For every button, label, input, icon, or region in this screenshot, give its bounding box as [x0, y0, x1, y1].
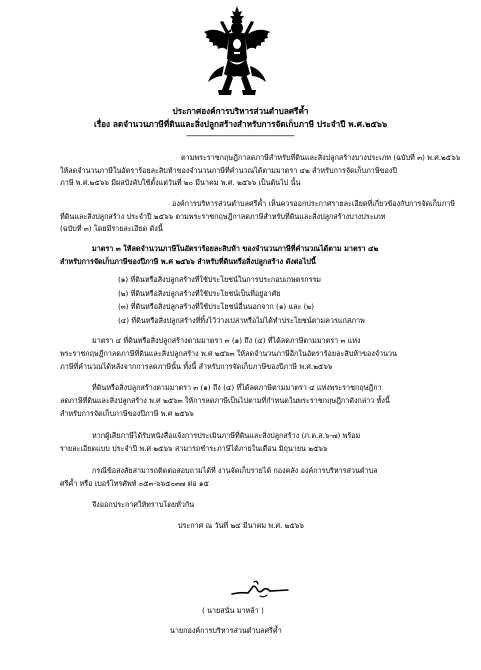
separator-line: --------------------------------------------------------- [186, 132, 294, 140]
list-item: (๓) ที่ดินหรือสิ่งปลูกสร้างที่ใช้ประโยชน์อื่นนอกจาก (๑) และ (๒) [118, 302, 314, 311]
paragraph-5-line-3: สำหรับการจัดเก็บภาษีของปีภาษี พ.ศ ๒๕๖๖ [60, 409, 194, 418]
announce-statement: จึงออกประกาศให้ทราบโดยทั่วกัน [92, 500, 195, 509]
section-3-heading-line-2: สำหรับการจัดเก็บภาษีของปีภาษี พ.ศ ๒๕๖๖ สำหรับที่ดินหรือสิ่งปลูกสร้าง ดังต่อไปนี้ [60, 257, 316, 266]
signatory-name: ( นายสนั่น มาหล้า ) [202, 606, 264, 615]
paragraph-1-line-2: ให้ลดจำนวนภาษีในอัตราร้อยละสิบห้าของจำนวนภาษีที่คำนวณได้ตามมาตรา ๔๒ สำหรับการจัดเก็บภาษีของปี [60, 166, 397, 175]
paragraph-4-line-1: มาตรา ๔ ที่ดินหรือสิ่งปลูกสร้างตามมาตรา ๓ (๑) ถึง (๔) ที่ได้ลดภาษีตามมาตรา ๓ แห่ง [92, 336, 361, 345]
announcement-subject: เรื่อง ลดจำนวนภาษีที่ดินและสิ่งปลูกสร้างสำหรับการจัดเก็บภาษี ประจำปี พ.ศ.๒๕๖๖ [93, 119, 388, 129]
list-item: (๒) ที่ดินหรือสิ่งปลูกสร้างที่ใช้ประโยชน์เป็นที่อยู่อาศัย [118, 289, 281, 298]
paragraph-1-line-3: ภาษี พ.ศ.๒๕๖๖ มีผลบังคับใช้ตั้งแต่วันที่ ๒๐ มีนาคม พ.ศ. ๒๕๖๖ เป็นต้นไป นั้น [60, 178, 301, 187]
signatory-position: นายกองค์การบริหารส่วนตำบลศรีค้ำ [170, 626, 282, 635]
signature-mark-icon [230, 578, 290, 604]
paragraph-6-line-1: หากผู้เสียภาษีได้รับหนังสือแจ้งการประเมินภาษีที่ดินและสิ่งปลูกสร้าง (ภ.ด.ส.๖-๗) พร้อม [92, 431, 361, 440]
paragraph-2-line-3: (ฉบับที่ ๓) โดยมีรายละเอียด ดังนี้ [60, 224, 163, 233]
paragraph-5-line-2: ลดภาษีที่ดินและสิ่งปลูกสร้าง พ.ศ ๒๕๖๓ ให้การลดภาษีเป็นไปตามที่กำหนดในพระราชกฤษฎีกาดังกล่าว ทั้งนี้ [60, 396, 390, 405]
list-item: (๔) ที่ดินหรือสิ่งปลูกสร้างที่ทิ้งไว้ว่างเปล่าหรือไม่ได้ทำประโยชน์ตามควรแก่สภาพ [118, 316, 365, 325]
paragraph-2-line-2: ที่ดินและสิ่งปลูกสร้าง ประจำปี ๒๕๖๖ ตามพระราชกฤษฎีกาลดภาษีสำหรับที่ดินและสิ่งปลูกสร้างบางประเภท [60, 212, 386, 221]
garuda-emblem-icon [198, 4, 276, 98]
section-3-heading-line-1: มาตรา ๓ ให้ลดจำนวนภาษีในอัตราร้อยละสิบห้า ของจำนวนภาษีที่คำนวณได้ตาม มาตรา ๔๒ [92, 244, 379, 253]
announcement-title: ประกาศองค์การบริหารส่วนตำบลศรีค้ำ [172, 106, 309, 116]
paragraph-1-line-1: ตามพระราชกฤษฎีกาลดภาษีสำหรับที่ดินและสิ่งปลูกสร้างบางประเภท (ฉบับที่ ๓) พ.ศ.๒๕๖๖ [181, 153, 461, 162]
paragraph-6-line-2: รายละเอียดแบบ ประจำปี พ.ศ ๒๕๖๖ สามารถชำระภาษีได้ภายในเดือน มิถุนายน ๒๕๖๖ [60, 444, 328, 453]
paragraph-2-line-1: องค์การบริหารส่วนตำบลศรีค้ำ เห็นควรออกประกาศรายละเอียดที่เกี่ยวข้องกับการจัดเก็บภาษี [172, 199, 456, 208]
paragraph-4-line-2: พระราชกฤษฎีกาลดภาษีที่ดินและสิ่งปลูกสร้าง พ.ศ ๒๕๖๓ ให้ลดจำนวนภาษีอีกในอัตราร้อยละสิบห้าของจำนวน [60, 349, 397, 358]
paragraph-4-line-3: ภาษีที่คำนวณได้หลังจากการลดภาษีนั้น ทั้งนี้ สำหรับการจัดเก็บภาษีของปีภาษี พ.ศ.๒๕๖๖ [60, 362, 333, 371]
paragraph-7-line-2: ศรีค้ำ หรือ เบอร์โทรศัพท์ ๐๕๓-๖๖๕๐๓๗ ต่อ ๑๕ [60, 479, 209, 488]
list-item: (๑) ที่ดินหรือสิ่งปลูกสร้างที่ใช้ประโยชน์ในการประกอบเกษตรกรรม [118, 275, 322, 284]
paragraph-5-line-1: ที่ดินหรือสิ่งปลูกสร้างตามมาตรา ๓ (๑) ถึง (๔) ที่ได้ลดภาษีตามมาตรา ๔ แห่งพระราชกฤษฎีกา [92, 383, 382, 392]
paragraph-7-line-1: กรณีข้อสงสัยสามารถติดต่อสอบถามได้ที่ งานจัดเก็บรายได้ กองคลัง องค์การบริหารส่วนตำบล [92, 466, 378, 475]
announcement-date: ประกาศ ณ วันที่ ๒๔ มีนาคม พ.ศ. ๒๕๖๖ [178, 521, 304, 530]
